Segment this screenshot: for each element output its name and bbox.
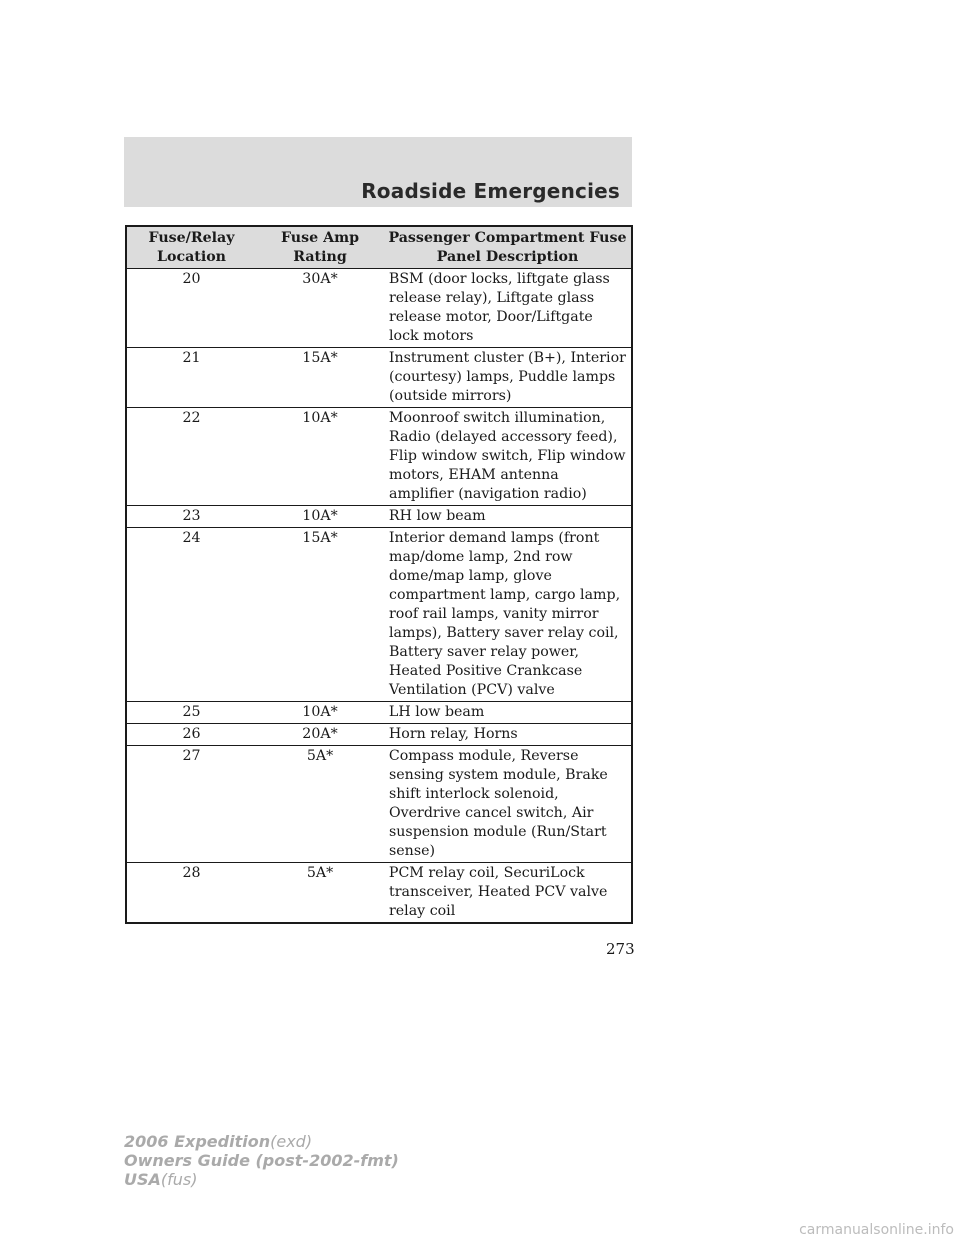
fuse-location-cell: 25: [126, 702, 256, 724]
table-row: [126, 863, 632, 924]
fuse-location-cell: 24: [126, 528, 256, 702]
fuse-location-cell: 23: [126, 506, 256, 528]
page-number: 273: [606, 940, 635, 958]
header-description: Passenger Compartment Fuse Panel Description: [384, 226, 632, 269]
fuse-amp-cell: 15A*: [256, 348, 384, 408]
fuse-amp-cell: 15A*: [256, 528, 384, 702]
fuse-location-cell: 27: [126, 746, 256, 863]
footer-line: USA(fus): [124, 1170, 198, 1189]
fuse-description-cell: LH low beam: [384, 702, 632, 724]
fuse-amp-cell: 20A*: [256, 724, 384, 746]
fuse-amp-cell: 5A*: [256, 863, 384, 924]
fuse-location-cell: 21: [126, 348, 256, 408]
fuse-location-cell: 20: [126, 269, 256, 348]
header-location: Fuse/Relay Location: [126, 226, 256, 269]
fuse-description-cell: Interior demand lamps (front map/dome lamp, 2nd row dome/map lamp, glove compartment lamp, cargo lamp, roof rail lamps, vanity mirror lamps), Battery saver relay coil, Battery saver relay power, Heated Positive Crankcase Ventilation (PCV) valve: [384, 528, 632, 702]
section-title: Roadside Emergencies: [361, 179, 620, 203]
fuse-table-body: [126, 269, 632, 924]
table-row: [126, 269, 632, 348]
section-header-band: [124, 137, 632, 207]
fuse-location-cell: 22: [126, 408, 256, 506]
fuse-amp-cell: 30A*: [256, 269, 384, 348]
fuse-description-cell: Moonroof switch illumination, Radio (delayed accessory feed), Flip window switch, Flip window motors, EHAM antenna amplifier (navigation radio): [384, 408, 632, 506]
fuse-table: [125, 225, 633, 924]
fuse-amp-cell: 10A*: [256, 506, 384, 528]
fuse-amp-cell: 5A*: [256, 746, 384, 863]
table-row: [126, 408, 632, 506]
fuse-location-cell: 26: [126, 724, 256, 746]
table-row: [126, 746, 632, 863]
fuse-description-cell: RH low beam: [384, 506, 632, 528]
fuse-description-cell: Instrument cluster (B+), Interior (courtesy) lamps, Puddle lamps (outside mirrors): [384, 348, 632, 408]
header-amp-rating: Fuse Amp Rating: [256, 226, 384, 269]
table-row: [126, 506, 632, 528]
table-row: [126, 348, 632, 408]
fuse-amp-cell: 10A*: [256, 702, 384, 724]
footer-doc-info: [124, 1132, 399, 1189]
table-header-row: [126, 226, 632, 269]
fuse-description-cell: PCM relay coil, SecuriLock transceiver, Heated PCV valve relay coil: [384, 863, 632, 924]
table-row: [126, 702, 632, 724]
fuse-description-cell: Compass module, Reverse sensing system module, Brake shift interlock solenoid, Overdrive cancel switch, Air suspension module (Run/Start sense): [384, 746, 632, 863]
watermark: carmanualsonline.info: [799, 1222, 954, 1238]
table-row: [126, 528, 632, 702]
fuse-description-cell: Horn relay, Horns: [384, 724, 632, 746]
footer-line: 2006 Expedition(exd): [124, 1132, 313, 1151]
fuse-amp-cell: 10A*: [256, 408, 384, 506]
table-row: [126, 724, 632, 746]
footer-line: Owners Guide (post-2002-fmt): [124, 1151, 399, 1170]
fuse-location-cell: 28: [126, 863, 256, 924]
fuse-description-cell: BSM (door locks, liftgate glass release relay), Liftgate glass release motor, Door/Liftgate lock motors: [384, 269, 632, 348]
